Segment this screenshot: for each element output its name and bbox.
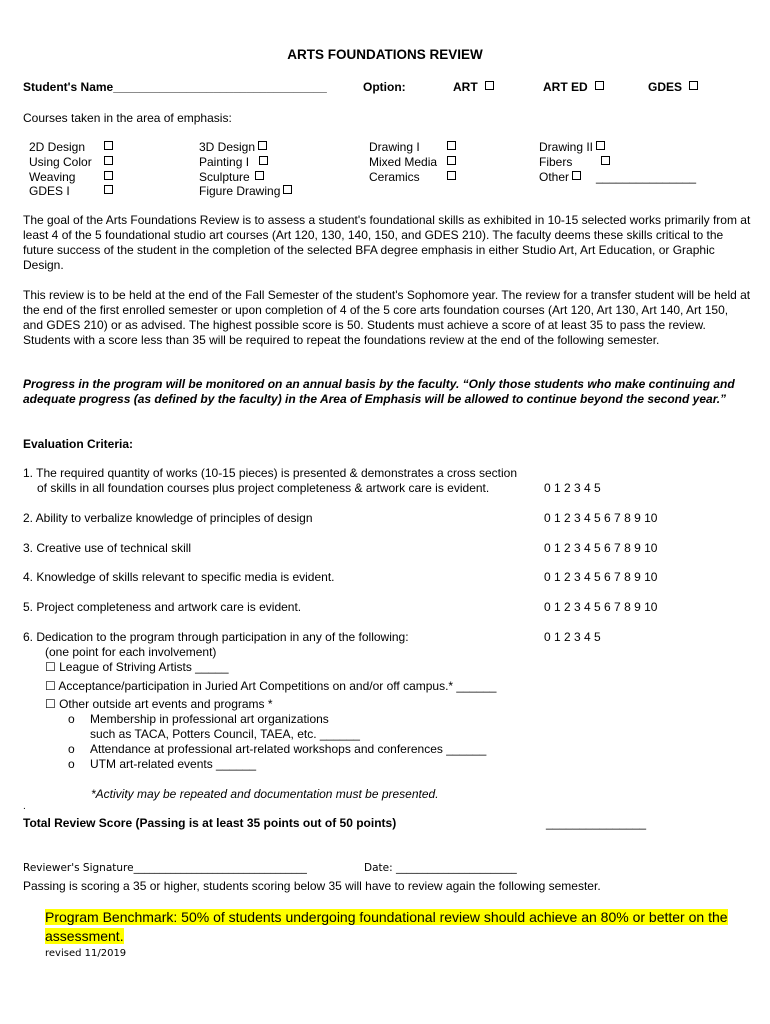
bullet-icon: o [68, 712, 75, 726]
total-score-label: Total Review Score (Passing is at least 35 points out of 50 points) [23, 816, 397, 830]
stray-dot: . [23, 801, 26, 812]
checkbox-icon [485, 81, 494, 90]
benchmark-line2 [45, 927, 124, 946]
course-label: 3D Design [199, 140, 256, 154]
date-line: _______________________ [395, 862, 517, 874]
revised-date: revised 11/2019 [45, 948, 127, 959]
course-figure-drawing[interactable] [199, 184, 292, 198]
course-label: Fibers [539, 155, 573, 169]
course-label: Other [539, 170, 570, 184]
student-name-line: ________________________________ [113, 80, 327, 94]
course-label: Ceramics [369, 170, 420, 184]
dedication-item-other[interactable]: ☐ Other outside art events and programs * [45, 697, 273, 711]
checkbox-icon[interactable] [444, 140, 456, 154]
course-using-color[interactable] [29, 155, 92, 169]
checkbox-icon [572, 171, 581, 180]
criterion-1-scale[interactable]: 0 1 2 3 4 5 [544, 481, 601, 495]
criteria-heading: Evaluation Criteria: [23, 437, 134, 451]
checkbox-icon[interactable] [598, 155, 610, 169]
dedication-item-league[interactable]: ☐ League of Striving Artists _____ [45, 660, 229, 674]
criterion-5-scale[interactable]: 0 1 2 3 4 5 6 7 8 9 10 [544, 600, 658, 614]
reviewer-signature-label: Reviewer's Signature [23, 862, 134, 874]
criterion-4: 4. Knowledge of skills relevant to specific media is evident. [23, 570, 335, 584]
course-weaving[interactable] [29, 170, 75, 184]
page-title: ARTS FOUNDATIONS REVIEW [287, 47, 483, 62]
course-label: Painting I [199, 155, 250, 169]
reviewer-signature-field[interactable] [23, 861, 307, 875]
course-label: Sculpture [199, 170, 250, 184]
course-other[interactable] [539, 170, 581, 184]
benchmark-text-2: assessment. [45, 928, 124, 944]
total-score-line[interactable]: _______________ [546, 816, 647, 830]
checkbox-icon[interactable] [444, 155, 456, 169]
checkbox-icon [689, 81, 698, 90]
benchmark-line1 [45, 908, 728, 927]
passing-note: Passing is scoring a 35 or higher, students scoring below 35 will have to review again the following semester. [23, 879, 601, 893]
course-3d-design[interactable] [199, 140, 267, 154]
progress-paragraph: Progress in the program will be monitored on an annual basis by the faculty. “Only those students who make continuing and adequate progress (as defined by the faculty) in the Area of Emphasis will be allowed to continue beyond the second year.” [23, 377, 735, 406]
option-art-ed-label: ART ED [543, 80, 588, 94]
sub-item-membership: Membership in professional art organizations [90, 712, 329, 726]
criterion-6: 6. Dedication to the program through participation in any of the following: [23, 630, 409, 644]
course-label: Weaving [29, 170, 76, 184]
checkbox-icon [259, 156, 268, 165]
course-label: Drawing II [539, 140, 594, 154]
course-ceramics[interactable] [369, 170, 420, 184]
course-sculpture[interactable] [199, 170, 264, 184]
checkbox-icon [595, 81, 604, 90]
checkbox-icon[interactable] [444, 170, 456, 184]
option-gdes[interactable] [648, 80, 698, 94]
checkbox-icon [255, 171, 264, 180]
criterion-6-scale[interactable]: 0 1 2 3 4 5 [544, 630, 601, 644]
student-name-label: Student's Name [23, 80, 114, 94]
course-mixed-media[interactable] [369, 155, 437, 169]
course-label: Using Color [29, 155, 92, 169]
course-painting-i[interactable] [199, 155, 268, 169]
course-label: GDES I [29, 184, 70, 198]
criterion-4-scale[interactable]: 0 1 2 3 4 5 6 7 8 9 10 [544, 570, 658, 584]
criterion-1-line1: 1. The required quantity of works (10-15 pieces) is presented & demonstrates a cross section [23, 466, 518, 480]
course-gdes-i[interactable] [29, 184, 70, 198]
other-line[interactable]: _______________ [596, 170, 697, 184]
checkbox-icon[interactable] [101, 184, 113, 198]
criterion-5: 5. Project completeness and artwork care is evident. [23, 600, 302, 614]
option-art-ed[interactable] [543, 80, 604, 94]
reviewer-signature-line: _________________________________ [133, 862, 307, 874]
checkbox-icon [596, 141, 605, 150]
course-label: Mixed Media [369, 155, 438, 169]
dedication-footnote: *Activity may be repeated and documentation must be presented. [91, 787, 439, 801]
checkbox-icon[interactable] [101, 155, 113, 169]
criterion-3-scale[interactable]: 0 1 2 3 4 5 6 7 8 9 10 [544, 541, 658, 555]
course-2d-design[interactable] [29, 140, 85, 154]
option-art-label: ART [453, 80, 478, 94]
criterion-1-line2: of skills in all foundation courses plus project completeness & artwork care is evident. [37, 481, 490, 495]
dedication-note: (one point for each involvement) [45, 645, 217, 659]
course-drawing-ii[interactable] [539, 140, 605, 154]
course-label: Drawing I [369, 140, 420, 154]
option-label: Option: [363, 80, 406, 94]
option-art[interactable] [453, 80, 494, 94]
student-name-field[interactable] [23, 80, 327, 94]
criterion-3: 3. Creative use of technical skill [23, 541, 192, 555]
criterion-2-scale[interactable]: 0 1 2 3 4 5 6 7 8 9 10 [544, 511, 658, 525]
sub-item-membership-line2[interactable]: such as TACA, Potters Council, TAEA, etc. ______ [90, 727, 360, 741]
course-label: 2D Design [29, 140, 86, 154]
checkbox-icon [258, 141, 267, 150]
course-label: Figure Drawing [199, 184, 281, 198]
bullet-icon: o [68, 757, 75, 771]
checkbox-icon [283, 185, 292, 194]
sub-item-attendance[interactable]: Attendance at professional art-related workshops and conferences ______ [90, 742, 487, 756]
dedication-item-juried[interactable]: ☐ Acceptance/participation in Juried Art Competitions on and/or off campus.* ______ [45, 679, 497, 693]
benchmark-text: Program Benchmark: 50% of students undergoing foundational review should achieve an 80% or better on the [45, 909, 728, 925]
option-gdes-label: GDES [648, 80, 683, 94]
sub-item-utm-events[interactable]: UTM art-related events ______ [90, 757, 257, 771]
criterion-2: 2. Ability to verbalize knowledge of principles of design [23, 511, 313, 525]
checkbox-icon[interactable] [101, 170, 113, 184]
date-field[interactable] [364, 861, 517, 875]
course-fibers[interactable] [539, 155, 572, 169]
date-label: Date: [364, 862, 393, 874]
checkbox-icon[interactable] [101, 140, 113, 154]
goal-paragraph: The goal of the Arts Foundations Review is to assess a student's foundational skills as exhibited in 10-15 selected works primarily from at least 4 of the 5 foundational studio art courses (Art 120, 130, 140, 150, and GDES 210). The faculty deems these skills critical to the future success of the student in the completion of the selected BFA degree emphasis in either Studio Art, Art Education, or Graphic Design. [23, 213, 751, 272]
course-drawing-i[interactable] [369, 140, 420, 154]
review-paragraph: This review is to be held at the end of the Fall Semester of the student's Sophomore year. The review for a transfer student will be held at the end of the first enrolled semester or upon completion of 4 of the 5 core arts foundation courses (Art 120, Art 130, Art 140, Art 150, and GDES 210) or as advised. The highest possible score is 50. Students must achieve a score of at least 35 to pass the review. Students with a score less than 35 will be required to repeat the foundations review at the end of the following semester. [23, 288, 751, 347]
bullet-icon: o [68, 742, 75, 756]
courses-label: Courses taken in the area of emphasis: [23, 111, 232, 125]
